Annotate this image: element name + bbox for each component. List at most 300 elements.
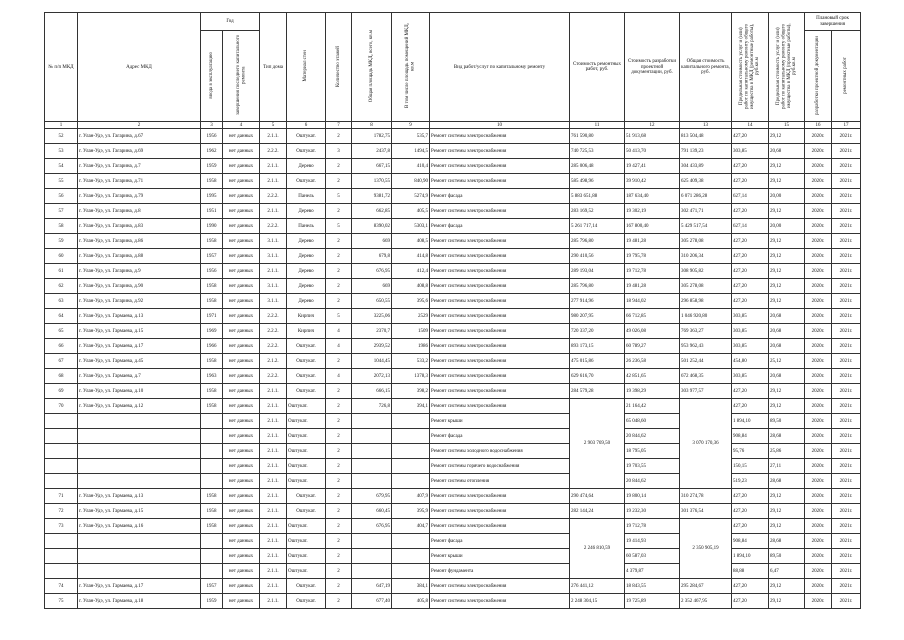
table-row <box>45 519 861 534</box>
year-last-repair-cell: нет данных <box>223 459 260 474</box>
limit-cost-repair-cell: 519,23 <box>732 474 769 489</box>
total-cost-cell: 769 363,27 <box>680 324 732 339</box>
work-type-cell: Ремонт системы электроснабжения <box>430 354 570 369</box>
year-last-repair-cell: нет данных <box>223 564 260 579</box>
limit-cost-repair-cell: 427,20 <box>732 204 769 219</box>
work-type-cell: Ремонт системы электроснабжения <box>430 579 570 594</box>
row-number: 52 <box>45 129 78 144</box>
row-number: 66 <box>45 339 78 354</box>
deadline-design-cell: 2020г. <box>805 474 832 489</box>
design-cost-cell: 42 851,65 <box>625 369 680 384</box>
premises-area-cell: 408,5 <box>392 234 430 249</box>
deadline-design-cell: 2020г. <box>805 264 832 279</box>
design-cost-cell: 18 944,02 <box>625 294 680 309</box>
header-repair-cost: Стоимость ремонтных работ, руб. <box>570 13 625 122</box>
premises-area-cell: 395,9 <box>392 504 430 519</box>
limit-cost-design-cell: 29,12 <box>769 384 805 399</box>
column-number: 16 <box>805 122 832 129</box>
total-cost-cell: 295 284,67 <box>680 579 732 594</box>
column-number: 1 <box>45 122 78 129</box>
design-cost-cell: 19 481,28 <box>625 234 680 249</box>
deadline-design-cell: 2020г. <box>805 549 832 564</box>
deadline-repair-cell: 2021г. <box>832 504 861 519</box>
address-cell: г. Улан-Удэ, ул. Гармаева, д.13 <box>78 489 201 504</box>
limit-cost-design-cell: 29,12 <box>769 159 805 174</box>
address-cell: г. Улан-Удэ, ул. Гагарина, д.69 <box>78 144 201 159</box>
repair-cost-cell: 475 015,86 <box>570 354 625 369</box>
deadline-design-cell: 2020г. <box>805 144 832 159</box>
limit-cost-repair-cell: 627,14 <box>732 189 769 204</box>
house-type-cell: 2.1.1. <box>260 264 287 279</box>
deadline-design-cell: 2020г. <box>805 309 832 324</box>
year-commission-cell <box>201 549 223 564</box>
deadline-repair-cell: 2021г. <box>832 204 861 219</box>
table-row <box>45 159 861 174</box>
deadline-repair-cell: 2021г. <box>832 219 861 234</box>
total-cost-cell: 1 046 920,80 <box>680 309 732 324</box>
total-area-cell: 647,19 <box>352 579 392 594</box>
deadline-repair-cell: 2021г. <box>832 174 861 189</box>
header-work-type: Вид работ/услуг по капитальному ремонту <box>430 13 570 122</box>
table-row <box>45 534 861 549</box>
total-area-cell: 669 <box>352 234 392 249</box>
deadline-design-cell: 2020г. <box>805 489 832 504</box>
floors-cell: 2 <box>326 504 352 519</box>
house-type-cell: 3.1.1. <box>260 249 287 264</box>
repair-cost-cell: 285 006,48 <box>570 159 625 174</box>
repair-cost-cell: 276 441,12 <box>570 579 625 594</box>
work-type-cell: Ремонт системы электроснабжения <box>430 264 570 279</box>
deadline-design-cell: 2020г. <box>805 579 832 594</box>
deadline-repair-cell: 2021г. <box>832 444 861 459</box>
house-type-cell: 2.1.1. <box>260 399 287 414</box>
year-commission-cell: 1971 <box>201 309 223 324</box>
wall-material-cell: Оштукат. <box>287 339 326 354</box>
year-last-repair-cell: нет данных <box>223 519 260 534</box>
premises-area-cell: 1509 <box>392 324 430 339</box>
repair-cost-cell: 740 725,53 <box>570 144 625 159</box>
wall-material-cell: Оштукат. <box>287 429 326 444</box>
table-row <box>45 369 861 384</box>
header-year-commission: ввода в эксплуатацию <box>201 31 223 122</box>
table-row <box>45 264 861 279</box>
design-cost-cell: 50 413,70 <box>625 144 680 159</box>
limit-cost-repair-cell: 1 894,10 <box>732 549 769 564</box>
row-number: 56 <box>45 189 78 204</box>
house-type-cell: 2.2.2. <box>260 189 287 204</box>
limit-cost-design-cell: 25,86 <box>769 444 805 459</box>
year-commission-cell: 1957 <box>201 579 223 594</box>
floors-cell: 2 <box>326 279 352 294</box>
design-cost-cell: 18 843,55 <box>625 579 680 594</box>
column-number-row <box>45 122 861 129</box>
premises-area-cell <box>392 429 430 444</box>
year-last-repair-cell: нет данных <box>223 159 260 174</box>
table-row <box>45 309 861 324</box>
premises-area-cell: 404,7 <box>392 519 430 534</box>
wall-material-cell: Дерево <box>287 159 326 174</box>
year-commission-cell <box>201 459 223 474</box>
row-number: 69 <box>45 384 78 399</box>
design-cost-cell: 60 587,03 <box>625 549 680 564</box>
table-row <box>45 594 861 609</box>
deadline-repair-cell: 2021г. <box>832 474 861 489</box>
column-number: 6 <box>287 122 326 129</box>
total-area-cell: 1782,75 <box>352 129 392 144</box>
deadline-design-cell: 2020г. <box>805 354 832 369</box>
row-number: 61 <box>45 264 78 279</box>
year-last-repair-cell: нет данных <box>223 369 260 384</box>
floors-cell: 2 <box>326 519 352 534</box>
repair-cost-cell: 277 914,96 <box>570 294 625 309</box>
work-type-cell: Ремонт системы отопления <box>430 474 570 489</box>
total-cost-cell: 5 429 517,54 <box>680 219 732 234</box>
floors-cell: 2 <box>326 564 352 579</box>
address-cell: г. Улан-Удэ, ул. Гагарина, д.83 <box>78 219 201 234</box>
header-floors: Количество этажей <box>326 13 352 122</box>
table-row <box>45 549 861 564</box>
floors-cell: 4 <box>326 339 352 354</box>
limit-cost-repair-cell: 427,20 <box>732 129 769 144</box>
repair-cost-cell: 761 590,80 <box>570 129 625 144</box>
work-type-cell: Ремонт системы электроснабжения <box>430 384 570 399</box>
design-cost-cell: 60 789,27 <box>625 339 680 354</box>
house-type-cell: 2.1.1. <box>260 489 287 504</box>
premises-area-cell: 410,4 <box>392 159 430 174</box>
premises-area-cell <box>392 459 430 474</box>
year-commission-cell: 1969 <box>201 324 223 339</box>
floors-cell: 2 <box>326 414 352 429</box>
deadline-repair-cell: 2021г. <box>832 279 861 294</box>
wall-material-cell: Дерево <box>287 249 326 264</box>
year-last-repair-cell: нет данных <box>223 489 260 504</box>
house-type-cell: 2.1.1. <box>260 459 287 474</box>
year-last-repair-cell: нет данных <box>223 189 260 204</box>
address-cell: г. Улан-Удэ, ул. Гагарина, д.71 <box>78 174 201 189</box>
design-cost-cell: 18 795,05 <box>625 444 680 459</box>
deadline-design-cell: 2020г. <box>805 189 832 204</box>
total-area-cell: 1044,45 <box>352 354 392 369</box>
house-type-cell: 2.1.1. <box>260 504 287 519</box>
row-number: 68 <box>45 369 78 384</box>
deadline-design-cell: 2020г. <box>805 594 832 609</box>
deadline-design-cell: 2020г. <box>805 429 832 444</box>
work-type-cell: Ремонт системы электроснабжения <box>430 309 570 324</box>
year-commission-cell: 1956 <box>201 264 223 279</box>
limit-cost-design-cell: 29,12 <box>769 279 805 294</box>
address-cell <box>78 429 201 444</box>
deadline-repair-cell: 2021г. <box>832 549 861 564</box>
address-cell: г. Улан-Удэ, ул. Гагарина, д.9 <box>78 264 201 279</box>
limit-cost-design-cell: 29,12 <box>769 519 805 534</box>
address-cell: г. Улан-Удэ, ул. Гармаева, д.15 <box>78 504 201 519</box>
row-number: 57 <box>45 204 78 219</box>
repair-cost-cell: 290 410,56 <box>570 249 625 264</box>
total-area-cell: 677,40 <box>352 594 392 609</box>
total-cost-cell: 953 962,43 <box>680 339 732 354</box>
work-type-cell: Ремонт фасада <box>430 429 570 444</box>
table-row <box>45 279 861 294</box>
house-type-cell: 2.2.2. <box>260 309 287 324</box>
table-row <box>45 579 861 594</box>
year-commission-cell <box>201 444 223 459</box>
wall-material-cell: Оштукат. <box>287 129 326 144</box>
year-commission-cell: 1958 <box>201 279 223 294</box>
total-area-cell: 650,55 <box>352 294 392 309</box>
premises-area-cell: 840,90 <box>392 174 430 189</box>
year-last-repair-cell: нет данных <box>223 339 260 354</box>
total-area-cell: 662,85 <box>352 204 392 219</box>
limit-cost-design-cell: 27,11 <box>769 459 805 474</box>
year-commission-cell: 1958 <box>201 174 223 189</box>
deadline-repair-cell: 2021г. <box>832 234 861 249</box>
deadline-design-cell: 2020г. <box>805 129 832 144</box>
limit-cost-design-cell: 29,12 <box>769 399 805 414</box>
deadline-repair-cell: 2021г. <box>832 594 861 609</box>
header-deadline-repair: ремонтных работ <box>832 31 861 122</box>
wall-material-cell: Дерево <box>287 204 326 219</box>
limit-cost-repair-cell: 427,20 <box>732 264 769 279</box>
table-row <box>45 444 861 459</box>
deadline-repair-cell: 2021г. <box>832 189 861 204</box>
year-last-repair-cell: нет данных <box>223 354 260 369</box>
deadline-repair-cell: 2021г. <box>832 414 861 429</box>
table-row <box>45 414 861 429</box>
premises-area-cell: 533,2 <box>392 354 430 369</box>
work-type-cell: Ремонт системы электроснабжения <box>430 279 570 294</box>
house-type-cell: 3.1.1. <box>260 294 287 309</box>
limit-cost-repair-cell: 427,20 <box>732 519 769 534</box>
total-area-cell <box>352 474 392 489</box>
premises-area-cell: 407,9 <box>392 489 430 504</box>
wall-material-cell: Панель <box>287 189 326 204</box>
address-cell <box>78 474 201 489</box>
repair-cost-cell: 283 169,52 <box>570 204 625 219</box>
limit-cost-design-cell: 6,47 <box>769 564 805 579</box>
repair-cost-cell: 285 796,80 <box>570 234 625 249</box>
house-type-cell: 2.1.1. <box>260 174 287 189</box>
limit-cost-repair-cell: 427,20 <box>732 594 769 609</box>
deadline-repair-cell: 2021г. <box>832 309 861 324</box>
design-cost-cell: 19 302,19 <box>625 204 680 219</box>
row-number <box>45 414 78 429</box>
work-type-cell: Ремонт системы электроснабжения <box>430 504 570 519</box>
year-commission-cell: 1951 <box>201 204 223 219</box>
year-last-repair-cell: нет данных <box>223 384 260 399</box>
repair-cost-cell: 289 193,04 <box>570 264 625 279</box>
header-deadline-design: разработки проектной документации <box>805 31 832 122</box>
premises-area-cell: 1494,5 <box>392 144 430 159</box>
deadline-repair-cell: 2021г. <box>832 384 861 399</box>
floors-cell: 2 <box>326 354 352 369</box>
design-cost-cell: 20 844,62 <box>625 429 680 444</box>
deadline-design-cell: 2020г. <box>805 249 832 264</box>
table-row <box>45 459 861 474</box>
year-commission-cell: 1963 <box>201 369 223 384</box>
wall-material-cell: Оштукат. <box>287 384 326 399</box>
house-type-cell: 2.1.1. <box>260 444 287 459</box>
address-cell: г. Улан-Удэ, ул. Гармаева, д.13 <box>78 309 201 324</box>
design-cost-cell: 167 800,40 <box>625 219 680 234</box>
work-type-cell: Ремонт системы электроснабжения <box>430 399 570 414</box>
year-commission-cell: 1966 <box>201 339 223 354</box>
total-area-cell: 676,95 <box>352 519 392 534</box>
work-type-cell: Ремонт фасада <box>430 534 570 549</box>
limit-cost-design-cell: 29,12 <box>769 174 805 189</box>
limit-cost-repair-cell: 303,85 <box>732 369 769 384</box>
deadline-repair-cell: 2021г. <box>832 399 861 414</box>
house-type-cell: 2.1.1. <box>260 564 287 579</box>
floors-cell: 2 <box>326 129 352 144</box>
limit-cost-repair-cell: 88,88 <box>732 564 769 579</box>
year-last-repair-cell: нет данных <box>223 549 260 564</box>
header-year: Год <box>201 13 260 31</box>
repair-cost-cell: 290 474,64 <box>570 489 625 504</box>
year-last-repair-cell: нет данных <box>223 129 260 144</box>
limit-cost-design-cell: 28,68 <box>769 534 805 549</box>
deadline-design-cell: 2020г. <box>805 459 832 474</box>
limit-cost-repair-cell: 427,20 <box>732 504 769 519</box>
total-area-cell: 679,95 <box>352 489 392 504</box>
year-commission-cell: 1958 <box>201 504 223 519</box>
deadline-design-cell: 2020г. <box>805 204 832 219</box>
year-last-repair-cell: нет данных <box>223 399 260 414</box>
limit-cost-design-cell: 29,12 <box>769 129 805 144</box>
year-commission-cell: 1958 <box>201 489 223 504</box>
year-last-repair-cell: нет данных <box>223 594 260 609</box>
year-commission-cell: 1958 <box>201 399 223 414</box>
work-type-cell: Ремонт системы электроснабжения <box>430 339 570 354</box>
house-type-cell: 2.1.1. <box>260 129 287 144</box>
total-cost-cell: 308 905,82 <box>680 264 732 279</box>
work-type-cell: Ремонт фасада <box>430 189 570 204</box>
wall-material-cell: Оштукат. <box>287 534 326 549</box>
deadline-design-cell: 2020г. <box>805 294 832 309</box>
total-cost-cell: 625 409,38 <box>680 174 732 189</box>
total-area-cell: 666,15 <box>352 384 392 399</box>
limit-cost-repair-cell: 95,76 <box>732 444 769 459</box>
row-number: 72 <box>45 504 78 519</box>
address-cell <box>78 444 201 459</box>
address-cell: г. Улан-Удэ, ул. Гармаева, д.16 <box>78 519 201 534</box>
total-area-cell: 9381,72 <box>352 189 392 204</box>
year-last-repair-cell: нет данных <box>223 204 260 219</box>
total-area-cell: 2072,13 <box>352 369 392 384</box>
row-number: 62 <box>45 279 78 294</box>
deadline-design-cell: 2020г. <box>805 384 832 399</box>
deadline-repair-cell: 2021г. <box>832 129 861 144</box>
year-commission-cell <box>201 474 223 489</box>
premises-area-cell <box>392 444 430 459</box>
year-last-repair-cell: нет данных <box>223 309 260 324</box>
floors-cell: 2 <box>326 444 352 459</box>
total-cost-cell: 2 350 905,19 <box>680 519 732 579</box>
work-type-cell: Ремонт системы холодного водоснабжения <box>430 444 570 459</box>
limit-cost-repair-cell: 303,85 <box>732 144 769 159</box>
wall-material-cell: Оштукат. <box>287 354 326 369</box>
premises-area-cell: 535,7 <box>392 129 430 144</box>
limit-cost-design-cell: 20,68 <box>769 369 805 384</box>
wall-material-cell: Кирпич <box>287 324 326 339</box>
row-number: 65 <box>45 324 78 339</box>
year-commission-cell: 1957 <box>201 249 223 264</box>
deadline-design-cell: 2020г. <box>805 174 832 189</box>
wall-material-cell: Панель <box>287 219 326 234</box>
total-area-cell <box>352 459 392 474</box>
address-cell: г. Улан-Удэ, ул. Гагарина, д.7 <box>78 159 201 174</box>
total-cost-cell: 3 070 170,36 <box>680 399 732 489</box>
year-last-repair-cell: нет данных <box>223 174 260 189</box>
deadline-repair-cell: 2021г. <box>832 339 861 354</box>
repair-cost-cell: 585 498,96 <box>570 174 625 189</box>
column-number: 3 <box>201 122 223 129</box>
premises-area-cell: 414,8 <box>392 249 430 264</box>
year-commission-cell <box>201 534 223 549</box>
total-area-cell <box>352 414 392 429</box>
deadline-repair-cell: 2021г. <box>832 264 861 279</box>
limit-cost-repair-cell: 427,20 <box>732 234 769 249</box>
limit-cost-repair-cell: 908,84 <box>732 534 769 549</box>
year-commission-cell: 1958 <box>201 234 223 249</box>
floors-cell: 2 <box>326 159 352 174</box>
limit-cost-design-cell: 20,68 <box>769 339 805 354</box>
limit-cost-repair-cell: 908,84 <box>732 429 769 444</box>
design-cost-cell: 66 712,85 <box>625 309 680 324</box>
design-cost-cell: 4 379,87 <box>625 564 680 579</box>
header-row-number: № п/п МКД <box>45 13 78 122</box>
house-type-cell: 3.1.1. <box>260 279 287 294</box>
address-cell: г. Улан-Удэ, ул. Гагарина, д.90 <box>78 279 201 294</box>
address-cell: г. Улан-Удэ, ул. Гармаева, д.18 <box>78 594 201 609</box>
column-number: 5 <box>260 122 287 129</box>
house-type-cell: 2.2.2. <box>260 324 287 339</box>
floors-cell: 2 <box>326 264 352 279</box>
work-type-cell: Ремонт системы электроснабжения <box>430 294 570 309</box>
total-area-cell: 669 <box>352 279 392 294</box>
address-cell <box>78 549 201 564</box>
house-type-cell: 2.1.1. <box>260 579 287 594</box>
header-design-cost: Стоимость разработки проектной документации, руб. <box>625 13 680 122</box>
repair-cost-cell: 2 246 810,59 <box>570 519 625 579</box>
row-number <box>45 429 78 444</box>
limit-cost-repair-cell: 627,14 <box>732 219 769 234</box>
row-number: 74 <box>45 579 78 594</box>
design-cost-cell: 19 800,14 <box>625 489 680 504</box>
year-last-repair-cell: нет данных <box>223 504 260 519</box>
total-area-cell: 2437,8 <box>352 144 392 159</box>
year-last-repair-cell: нет данных <box>223 444 260 459</box>
total-cost-cell: 303 977,57 <box>680 384 732 399</box>
limit-cost-design-cell: 29,12 <box>769 204 805 219</box>
table-row <box>45 174 861 189</box>
total-cost-cell: 305 278,08 <box>680 279 732 294</box>
total-cost-cell: 501 252,44 <box>680 354 732 369</box>
limit-cost-design-cell: 20,00 <box>769 189 805 204</box>
premises-area-cell: 398,2 <box>392 384 430 399</box>
wall-material-cell: Оштукат. <box>287 369 326 384</box>
total-cost-cell: 310 274,78 <box>680 489 732 504</box>
total-area-cell <box>352 429 392 444</box>
year-last-repair-cell: нет данных <box>223 474 260 489</box>
floors-cell: 2 <box>326 204 352 219</box>
premises-area-cell <box>392 564 430 579</box>
address-cell: г. Улан-Удэ, ул. Гармаева, д.17 <box>78 579 201 594</box>
table-row <box>45 219 861 234</box>
repair-cost-cell: 284 579,28 <box>570 384 625 399</box>
header-limit-cost-design: Предельная стоимость услуг и (или) работ по капитальному ремонту общего имущества в МКД (проектные работы), руб.кв.м <box>769 13 805 122</box>
deadline-repair-cell: 2021г. <box>832 564 861 579</box>
year-last-repair-cell: нет данных <box>223 264 260 279</box>
